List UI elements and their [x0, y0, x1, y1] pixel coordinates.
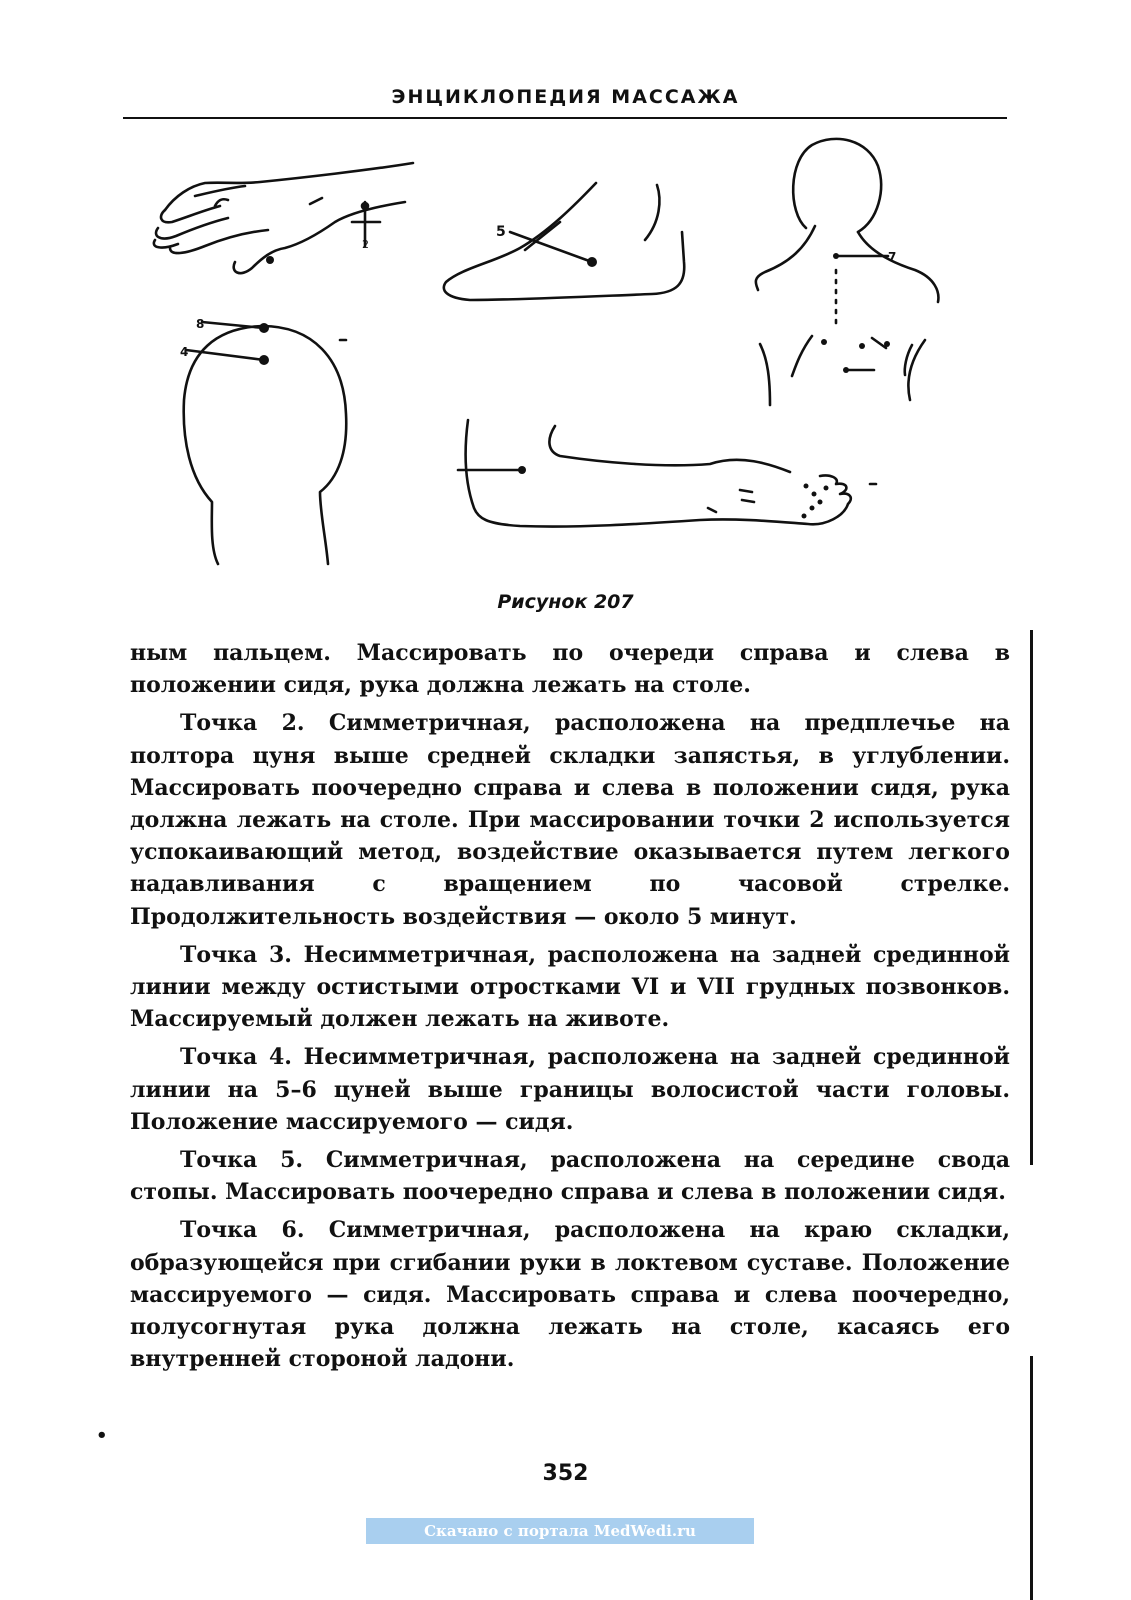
points-arm-markers	[458, 466, 876, 519]
figure-caption: Рисунок 207	[497, 591, 634, 613]
point-5-marker	[510, 222, 597, 267]
margin-bar-upper	[1030, 630, 1033, 1165]
label-8: 8	[196, 317, 205, 331]
paragraph: ным пальцем. Массировать по очереди справа и слева в положении сидя, рука должна лежать на столе.	[130, 640, 1010, 699]
paragraph-point-5: Точка 5. Симметричная, расположена на середине свода стопы. Массировать поочередно справа и слева в положении сидя.	[130, 1147, 1010, 1206]
foot-drawing	[444, 183, 684, 300]
points-back-markers	[821, 253, 890, 373]
body-text	[130, 637, 1010, 1381]
label-2: 2	[362, 238, 369, 251]
back-drawing	[756, 139, 939, 405]
paragraph-point-4: Точка 4. Несимметричная, расположена на задней срединной линии на 5–6 цуней выше границы волосистой части головы. Положение массируемого — сидя.	[130, 1044, 1010, 1135]
running-header: ЭНЦИКЛОПЕДИЯ МАССАЖА	[391, 86, 740, 108]
acupoint-figure	[0, 0, 1131, 580]
label-4: 4	[180, 345, 189, 359]
label-7: 7	[888, 250, 897, 264]
paragraph-point-2: Точка 2. Симметричная, расположена на предплечье на полтора цуня выше средней складки запястья, в углублении. Массировать поочередно справа и слева в положении сидя, рука должна лежать на столе. При массировании точки 2 используется успокаивающий метод, воздействие оказывается путем легкого надавливания с вращением по часовой стрелке. Продолжительность воздействия — около 5 минут.	[130, 710, 1010, 930]
paragraph-point-3: Точка 3. Несимметричная, расположена на задней срединной линии между остистыми отростками VI и VII грудных позвонков. Массируемый должен лежать на животе.	[130, 941, 1010, 1033]
download-banner[interactable]: Скачано с портала MedWedi.ru	[366, 1518, 754, 1544]
scan-speck: •	[96, 1425, 108, 1446]
label-5: 5	[496, 224, 506, 240]
hand-drawing	[154, 163, 413, 273]
paragraph-point-6: Точка 6. Симметричная, расположена на краю складки, образующейся при сгибании руки в локтевом суставе. Положение массируемого — сидя. Массировать справа и слева поочередно, полусогнутая рука должна лежать на столе, касаясь его внутренней стороной ладони.	[130, 1217, 1010, 1373]
page-number: 352	[542, 1461, 589, 1486]
